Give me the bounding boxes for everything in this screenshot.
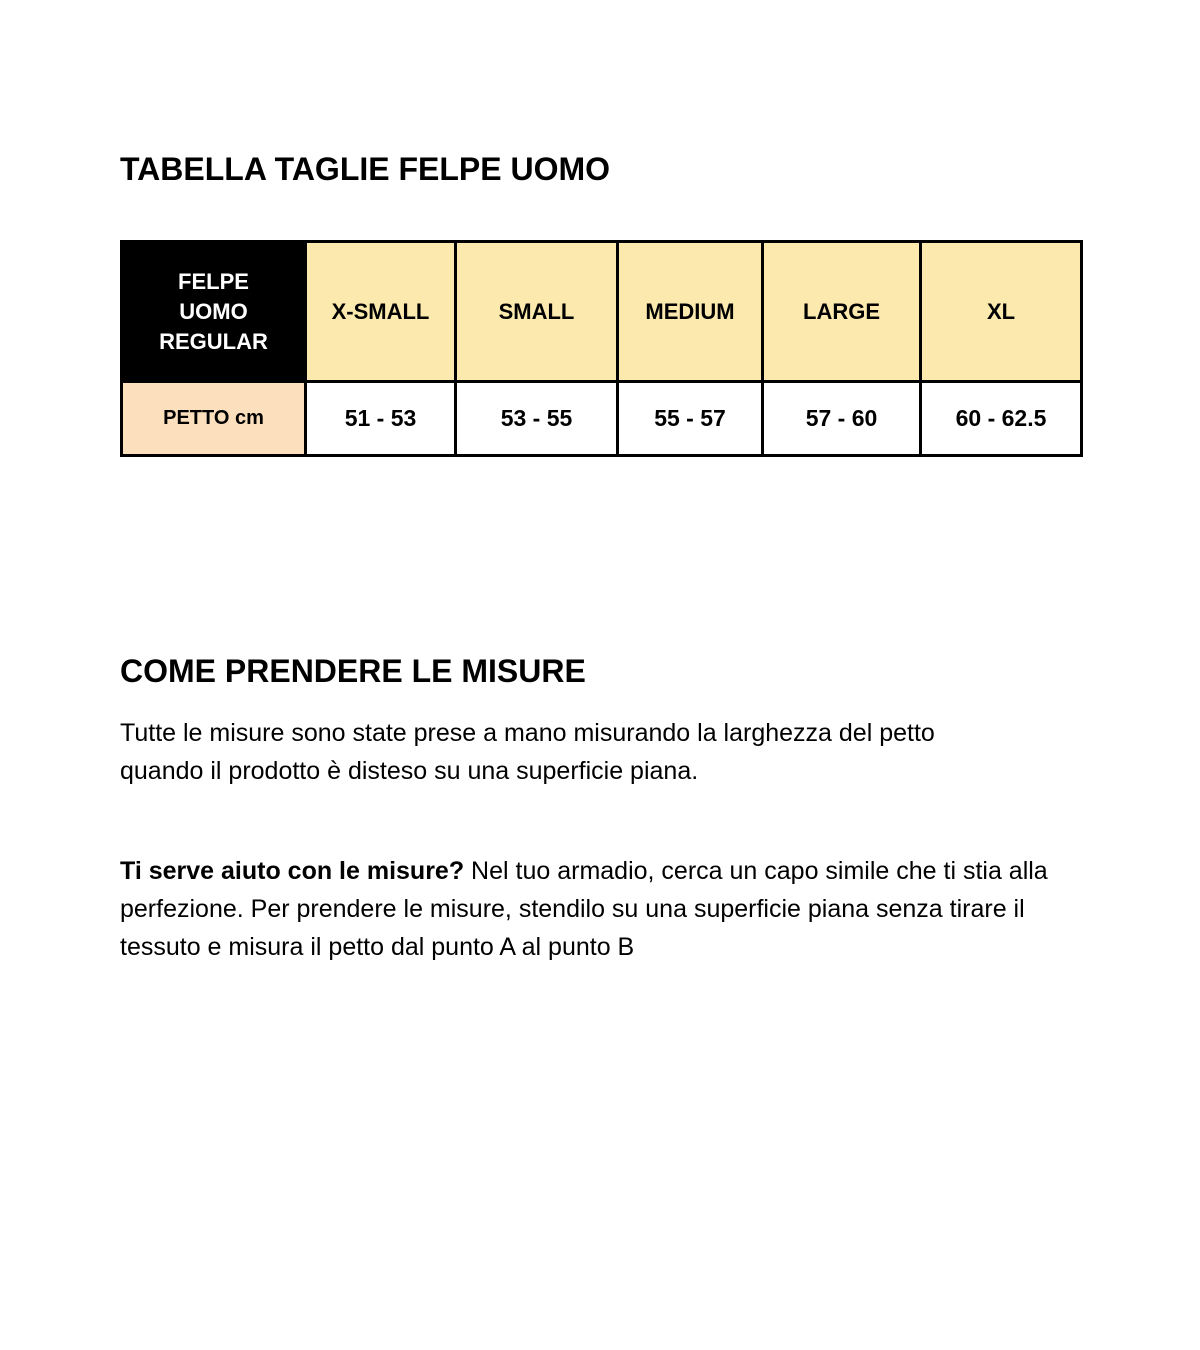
row-label-petto: PETTO cm: [122, 382, 306, 456]
petto-value-xl: 60 - 62.5: [921, 382, 1082, 456]
measure-help-text: Nel tuo armadio, cerca un capo simile che ti stia alla perfezione. Per prendere le misure, stendilo su una superficie piana senza tirare il tessuto e misura il petto dal punto A al punto B: [120, 857, 1048, 961]
petto-value-large: 57 - 60: [763, 382, 921, 456]
measure-help-paragraph: [120, 852, 1070, 966]
petto-value-small: 53 - 55: [456, 382, 618, 456]
size-chart-table: [120, 240, 1083, 457]
column-header-small: SMALL: [456, 242, 618, 382]
corner-header-cell: [122, 242, 306, 382]
table-header-row: [122, 242, 1082, 382]
petto-value-xsmall: 51 - 53: [306, 382, 456, 456]
column-header-medium: MEDIUM: [618, 242, 763, 382]
corner-header-label: FELPE UOMO REGULAR: [159, 268, 268, 354]
measure-instructions-paragraph: Tutte le misure sono state prese a mano misurando la larghezza del petto quando il prodotto è disteso su una superficie piana.: [120, 719, 935, 785]
measure-help-question: Ti serve aiuto con le misure?: [120, 857, 465, 885]
petto-value-medium: 55 - 57: [618, 382, 763, 456]
table-row-petto: [122, 382, 1082, 456]
page-title: TABELLA TAGLIE FELPE UOMO: [120, 151, 611, 187]
column-header-xl: XL: [921, 242, 1082, 382]
measure-section-heading: COME PRENDERE LE MISURE: [120, 653, 586, 689]
column-header-large: LARGE: [763, 242, 921, 382]
size-chart-page: [0, 150, 1200, 966]
column-header-xsmall: X-SMALL: [306, 242, 456, 382]
